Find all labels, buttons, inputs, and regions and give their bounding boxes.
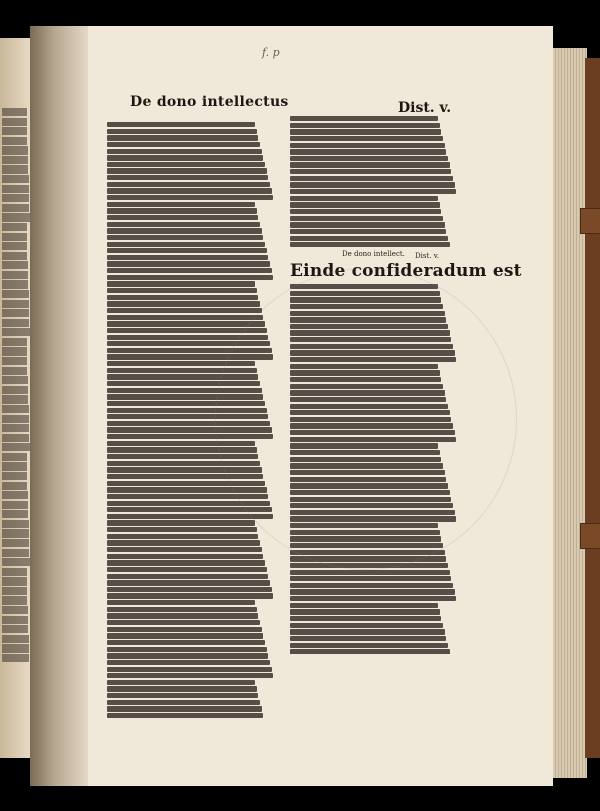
text-line [290,169,451,174]
text-line [290,589,455,594]
text-line [2,290,29,298]
text-line [2,558,30,566]
text-line [290,202,440,207]
text-line [107,222,260,227]
left-page-text-block [2,108,30,668]
text-line [107,520,255,525]
text-line [290,136,443,141]
text-line [107,706,262,711]
text-line [2,165,28,173]
text-line [107,686,257,691]
text-line [2,529,29,537]
text-line [107,162,265,167]
text-line [2,223,27,231]
text-line [107,208,257,213]
text-line [107,560,265,565]
text-line [107,613,258,618]
text-line [2,242,27,250]
book-gutter [30,26,90,786]
text-line [107,281,255,286]
text-line [107,122,255,127]
text-line [2,462,27,470]
text-line [2,415,29,423]
text-line [107,288,257,293]
text-line [290,162,450,167]
text-line [2,635,29,643]
text-line [2,549,29,557]
text-line [107,580,270,585]
text-line [290,236,448,241]
text-line [107,195,273,200]
text-line [2,347,27,355]
text-line [290,649,450,654]
text-line [107,248,267,253]
text-line [107,680,255,685]
text-line [107,182,270,187]
text-line [2,156,28,164]
text-line [290,643,448,648]
leather-cover [585,58,600,758]
running-head-right: Dist. v. [398,100,452,116]
text-line [107,607,257,612]
section-subtitle: De dono intellect. [342,250,405,258]
text-line [290,143,445,148]
text-line [107,653,268,658]
text-line [2,616,28,624]
text-line [107,175,268,180]
text-line [107,647,267,652]
text-line [107,633,263,638]
text-line [290,583,453,588]
text-line [290,129,441,134]
text-line [2,577,27,585]
text-line [2,357,27,365]
open-book [0,18,600,793]
text-line [2,309,29,317]
text-line [107,301,260,306]
text-line [107,574,268,579]
text-line [2,280,28,288]
text-line [107,620,260,625]
text-line [2,424,29,432]
text-line [2,386,28,394]
text-line [2,606,28,614]
left-page-fragment [0,38,32,758]
text-line [107,261,270,266]
text-line [290,176,453,181]
running-head-left: De dono intellectus [130,94,289,110]
text-line [2,482,27,490]
text-line [2,213,30,221]
text-line [290,182,455,187]
text-line [290,636,446,641]
text-line [2,501,28,509]
text-line [2,405,29,413]
text-line [290,209,441,214]
text-line [107,202,255,207]
text-line [290,629,445,634]
text-line [107,228,262,233]
text-line [2,644,29,652]
text-line [2,472,27,480]
text-line [2,338,27,346]
text-line [2,194,29,202]
text-line [290,603,438,608]
text-line [107,242,265,247]
text-line [107,554,263,559]
text-line [290,216,443,221]
text-line [107,587,272,592]
text-line [2,453,27,461]
text-line [107,693,258,698]
text-line [2,261,28,269]
text-line [2,367,27,375]
text-line [107,142,260,147]
text-line [2,443,30,451]
text-line [2,596,27,604]
text-line [107,168,267,173]
text-line [107,527,257,532]
text-line [107,593,273,598]
text-line [290,149,446,154]
section-dist-label: Dist. v. [415,252,440,260]
text-line [107,135,258,140]
text-line [107,534,258,539]
text-line [2,434,29,442]
text-line [2,319,29,327]
text-line [2,539,29,547]
text-line [290,242,450,247]
text-line [107,700,260,705]
text-line [2,510,28,518]
text-line [290,623,443,628]
text-line [107,268,272,273]
clasp-strap-upper [580,208,600,234]
text-line [2,146,28,154]
text-line [2,568,27,576]
text-line [290,196,438,201]
watermark-stamp [215,268,517,570]
text-line [107,321,265,326]
text-line [290,156,448,161]
text-line [2,108,27,116]
text-line [107,129,257,134]
text-line [107,275,273,280]
text-line [290,570,450,575]
text-line [107,713,263,718]
text-line [2,271,28,279]
text-line [290,576,451,581]
text-line [107,188,272,193]
text-line [2,587,27,595]
text-line [107,235,263,240]
text-line [107,215,258,220]
text-line [2,137,27,145]
page-edges [553,48,587,778]
text-line [290,123,440,128]
text-line [2,654,29,662]
folio-mark: f. p [262,46,280,59]
text-line [2,118,27,126]
text-line [2,252,27,260]
text-line [2,376,28,384]
text-line [107,308,262,313]
text-line [290,116,438,121]
text-line [107,295,258,300]
text-line [107,540,260,545]
text-line [2,175,29,183]
text-line [2,625,28,633]
text-line [2,300,29,308]
text-line [290,229,446,234]
text-column-right-top [290,116,458,251]
text-line [2,127,27,135]
text-line [2,491,28,499]
text-line [107,315,263,320]
text-line [2,204,29,212]
text-line [107,640,265,645]
text-line [107,627,262,632]
section-heading: Einde confideradum est [290,261,522,281]
text-line [290,222,445,227]
text-line [290,596,456,601]
text-line [107,667,272,672]
text-line [290,616,441,621]
text-line [107,660,270,665]
text-line [107,673,273,678]
text-line [107,547,262,552]
text-line [2,233,27,241]
text-line [2,185,29,193]
clasp-strap-lower [580,523,600,549]
text-line [107,255,268,260]
text-line [290,189,456,194]
text-line [2,328,30,336]
text-line [107,149,262,154]
text-line [2,520,29,528]
text-line [2,395,28,403]
text-line [290,609,440,614]
text-line [107,600,255,605]
text-line [107,155,263,160]
text-line [107,567,267,572]
